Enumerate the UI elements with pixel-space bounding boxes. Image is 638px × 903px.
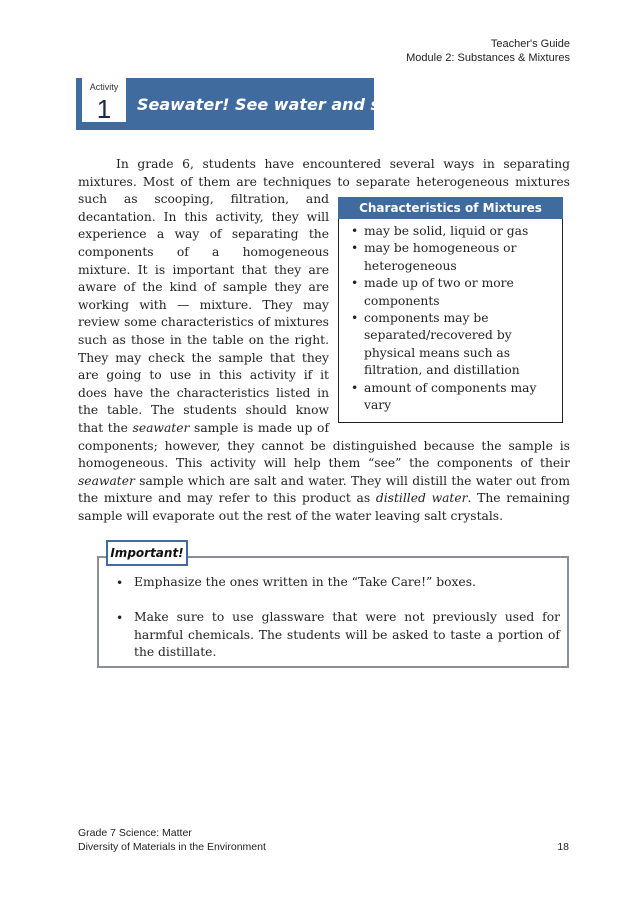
footer-unit: Diversity of Materials in the Environment	[78, 841, 266, 853]
body-line: In grade 6, students have encountered several ways in separating	[116, 157, 570, 171]
body-line: are going to use in this activity if it	[78, 368, 329, 383]
bullet-icon: •	[351, 241, 359, 256]
bullet-icon: •	[351, 311, 359, 325]
important-item: Make sure to use glassware that were not previously used for	[134, 610, 560, 624]
body-line: homogeneous. This activity will help them “see” the components of their	[78, 456, 570, 471]
characteristic-text: may be solid, liquid or gas	[364, 224, 529, 238]
body-line: does have the characteristics listed in	[78, 385, 329, 400]
characteristic-text: separated/recovered by	[364, 328, 512, 343]
characteristic-line	[351, 310, 489, 327]
body-line: review some characteristics of mixtures	[78, 315, 329, 330]
page-number: 18	[557, 841, 569, 853]
characteristic-line	[351, 397, 391, 414]
characteristic-text: amount of components may	[364, 380, 537, 395]
characteristic-text: heterogeneous	[364, 258, 457, 273]
body-line: the table. The students should know	[78, 403, 329, 418]
body-line: They may check the sample that they	[78, 350, 329, 365]
characteristic-text: made up of two or more	[364, 276, 514, 291]
body-line: components of a homogeneous	[78, 245, 329, 259]
activity-number: 1	[96, 94, 112, 124]
important-item: harmful chemicals. The students will be asked to taste a portion of	[134, 627, 560, 642]
header-guide-title: Teacher's Guide	[490, 38, 570, 50]
characteristic-line	[351, 345, 510, 362]
footer-course: Grade 7 Science: Matter	[78, 827, 192, 839]
body-line: mixtures. Most of them are techniques to separate heterogeneous mixtures	[78, 174, 570, 189]
characteristic-text: may be homogeneous or	[364, 241, 517, 256]
characteristic-line	[351, 223, 528, 240]
bullet-icon: •	[116, 611, 124, 625]
characteristic-text: components	[364, 293, 440, 308]
body-line: seawater sample which are salt and water. They will distill the water out from	[78, 473, 570, 488]
characteristic-line	[351, 362, 520, 379]
bullet-icon: •	[116, 576, 124, 590]
body-line: the mixture and may refer to this product as distilled water. The remaining	[78, 491, 570, 506]
activity-title: Seawater! See water and salt!	[137, 95, 412, 114]
characteristics-title: Characteristics of Mixtures	[338, 197, 563, 219]
characteristic-text: components may be	[364, 311, 489, 325]
bullet-icon: •	[351, 380, 359, 395]
activity-label: Activity	[89, 82, 119, 92]
body-line: working with — mixture. They may	[78, 297, 329, 312]
body-line: decantation. In this activity, they will	[78, 209, 329, 224]
body-line: such as scooping, filtration, and	[78, 192, 329, 207]
header-module-title: Module 2: Substances & Mixtures	[406, 52, 570, 64]
body-line: mixture. It is important that they are	[78, 262, 329, 277]
body-line: sample will evaporate out the rest of the water leaving salt crystals.	[78, 509, 503, 523]
characteristic-text: physical means such as	[364, 345, 511, 360]
characteristic-line	[351, 327, 512, 344]
characteristic-line	[351, 380, 536, 397]
characteristic-line	[351, 293, 440, 310]
characteristic-line	[351, 258, 457, 275]
bullet-icon: •	[351, 276, 359, 291]
characteristic-line	[351, 275, 514, 292]
characteristic-text: vary	[364, 398, 392, 412]
body-line: experience a way of separating the	[78, 227, 329, 242]
body-line: that the seawater sample is made up of	[78, 421, 329, 435]
important-label: Important!	[106, 540, 188, 566]
important-item: the distillate.	[134, 645, 217, 660]
important-item: Emphasize the ones written in the “Take Care!” boxes.	[134, 575, 476, 589]
characteristic-line	[351, 240, 516, 257]
body-line: aware of the kind of sample they are	[78, 280, 329, 295]
body-line: such as those in the table on the right.	[78, 333, 329, 347]
characteristic-text: filtration, and distillation	[364, 363, 520, 378]
bullet-icon: •	[351, 224, 359, 238]
body-line: components; however, they cannot be distinguished because the sample is	[78, 438, 570, 453]
